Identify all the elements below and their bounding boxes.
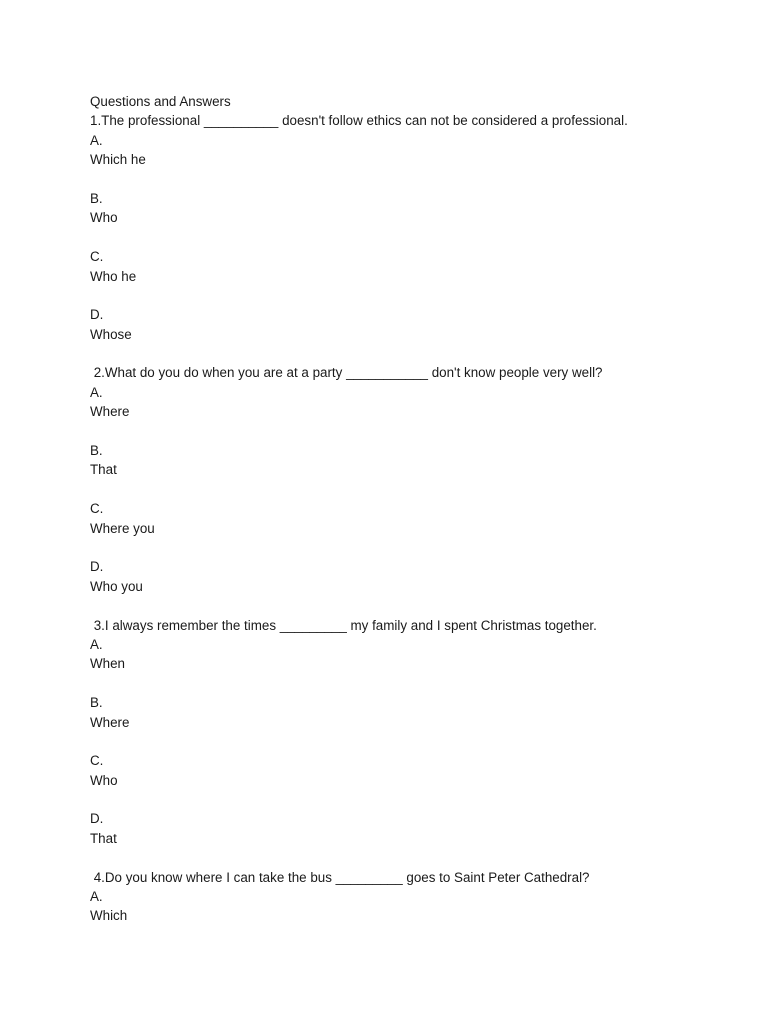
option-answer: Which he xyxy=(90,152,146,168)
spacer xyxy=(90,596,750,615)
document-title: Questions and Answers xyxy=(90,94,231,109)
spacer xyxy=(90,228,750,247)
option-answer: Whose xyxy=(90,326,132,342)
option-letter: A. xyxy=(90,132,103,148)
question-text: 1.The professional __________ doesn't follow ethics can not be considered a professional. xyxy=(90,113,628,129)
question-block xyxy=(90,868,750,926)
option-letter: A. xyxy=(90,636,103,652)
spacer xyxy=(90,848,750,867)
option-answer: Who xyxy=(90,772,118,788)
option-letter: B. xyxy=(90,190,103,206)
question-block xyxy=(90,363,750,615)
option-answer: That xyxy=(90,462,117,478)
spacer xyxy=(90,480,750,499)
question-text: 2.What do you do when you are at a party ___________ don't know people very well? xyxy=(90,365,603,381)
spacer xyxy=(90,674,750,693)
option-letter: C. xyxy=(90,753,104,769)
option-letter: D. xyxy=(90,307,104,323)
option-letter: D. xyxy=(90,811,104,827)
option-answer: Who he xyxy=(90,268,137,284)
option-answer: Where xyxy=(90,714,130,730)
spacer xyxy=(90,286,750,305)
option-letter: A. xyxy=(90,889,103,905)
option-answer: Who xyxy=(90,210,118,226)
option-answer: That xyxy=(90,830,117,846)
option-answer: Which xyxy=(90,908,128,924)
spacer xyxy=(90,538,750,557)
option-answer: When xyxy=(90,656,125,672)
option-letter: B. xyxy=(90,443,103,459)
spacer xyxy=(90,422,750,441)
option-letter: B. xyxy=(90,695,103,711)
question-block xyxy=(90,616,750,868)
spacer xyxy=(90,732,750,751)
spacer xyxy=(90,170,750,189)
option-letter: C. xyxy=(90,501,104,517)
spacer xyxy=(90,790,750,809)
option-answer: Where xyxy=(90,404,130,420)
option-letter: C. xyxy=(90,249,104,265)
document-page xyxy=(90,92,750,926)
question-text: 4.Do you know where I can take the bus _________ goes to Saint Peter Cathedral? xyxy=(90,869,590,885)
question-text: 3.I always remember the times _________ my family and I spent Christmas together. xyxy=(90,617,597,633)
option-letter: D. xyxy=(90,559,104,575)
option-letter: A. xyxy=(90,384,103,400)
option-answer: Where you xyxy=(90,520,155,536)
option-answer: Who you xyxy=(90,578,143,594)
spacer xyxy=(90,344,750,363)
question-block xyxy=(90,111,750,363)
